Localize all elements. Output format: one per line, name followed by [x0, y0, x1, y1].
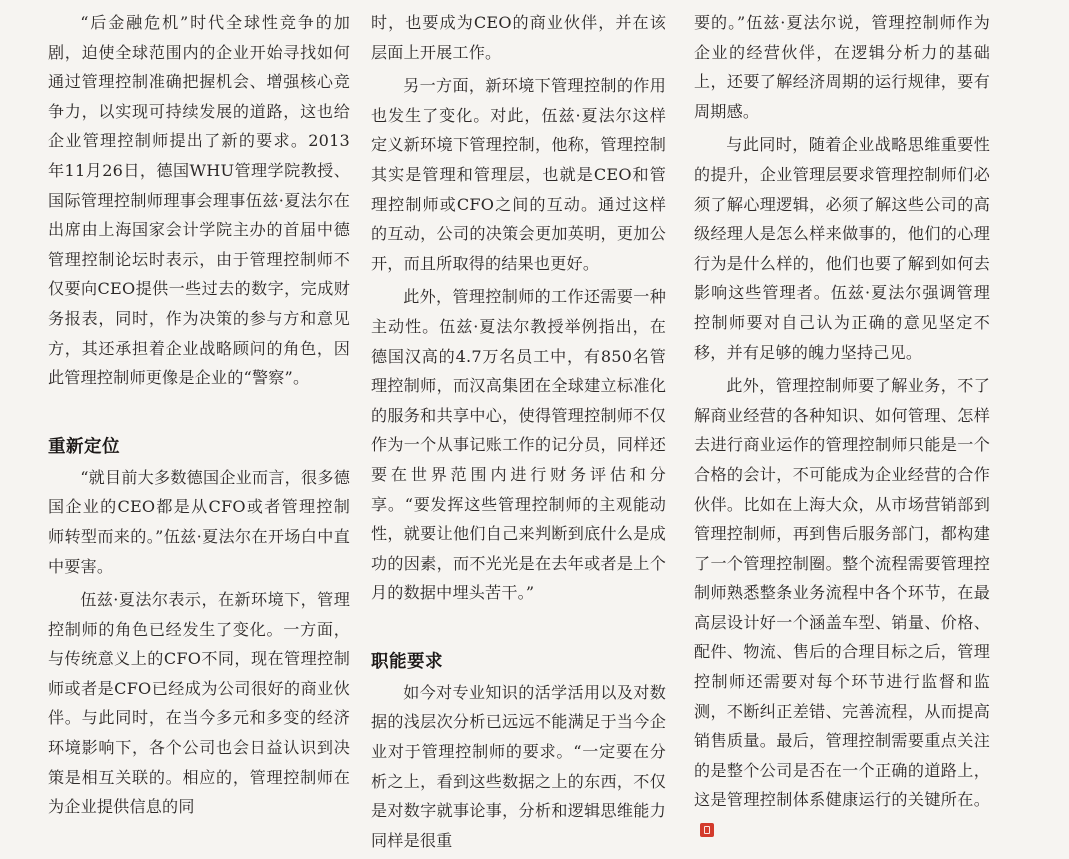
section-heading-function-requirements: 职能要求: [371, 651, 443, 672]
article-end-icon: [700, 823, 714, 837]
paragraph-continued: 时，也要成为CEO的商业伙伴，并在该层面上开展工作。: [371, 13, 666, 62]
section-heading-repositioning: 重新定位: [48, 436, 120, 457]
column-3: [694, 8, 990, 849]
paragraph: 如今对专业知识的活学活用以及对数据的浅层次分析已远远不能满足于当今企业对于管理控制师的要求。“一定要在分析之上，看到这些数据之上的东西，不仅是对数字就事论事，分析和逻辑思维能力同样是很重: [371, 682, 666, 850]
paragraph-continued: 要的。”伍兹·夏法尔说，管理控制师作为企业的经营伙伴，在逻辑分析力的基础上，还要了解经济周期的运行规律，要有周期感。: [694, 13, 990, 121]
column-1: [48, 8, 350, 826]
paragraph-text: 此外，管理控制师要了解业务，不了解商业经营的各种知识、如何管理、怎样去进行商业运作的管理控制师只能是一个合格的会计，不可能成为企业经营的合作伙伴。比如在上海大众，从市场营销部到管理控制师，再到售后服务部门，都构建了一个管理控制圈。整个流程需要管理控制师熟悉整条业务流程中各个环节，在最高层设计好一个涵盖车型、销量、价格、配件、物流、售后的合理目标之后，管理控制师还需要对每个环节进行监督和监测，不断纠正差错、完善流程，从而提高销售质量。最后，管理控制需要重点关注的是整个公司是否在一个正确的道路上，这是管理控制体系健康运行的关键所在。: [694, 376, 990, 810]
paragraph: “后金融危机”时代全球性竞争的加剧，迫使全球范围内的企业开始寻找如何通过管理控制准确把握机会、增强核心竞争力，以实现可持续发展的道路，这也给企业管理控制师提出了新的要求。2013年11月26日，德国WHU管理学院教授、国际管理控制师理事会理事伍兹·夏法尔在出席由上海国家会计学院主办的首届中德管理控制论坛时表示，由于管理控制师不仅要向CEO提供一些过去的数字，完成财务报表，同时，作为决策的参与方和意见方，其还承担着企业战略顾问的角色，因此管理控制师更像是企业的“警察”。: [48, 13, 350, 388]
paragraph: 另一方面，新环境下管理控制的作用也发生了变化。对此，伍兹·夏法尔这样定义新环境下管理控制，他称，管理控制其实是管理和管理层，也就是CEO和管理控制师或CFO之间的互动。通过这样的互动，公司的决策会更加英明，更加公开，而且所取得的结果也更好。: [371, 76, 666, 273]
paragraph: “就目前大多数德国企业而言，很多德国企业的CEO都是从CFO或者管理控制师转型而来的。”伍兹·夏法尔在开场白中直中要害。: [48, 467, 350, 576]
paragraph: 此外，管理控制师的工作还需要一种主动性。伍兹·夏法尔教授举例指出，在德国汉高的4.7万名员工中，有850名管理控制师，而汉高集团在全球建立标准化的服务和共享中心，使得管理控制师不仅作为一个从事记账工作的记分员，同样还要在世界范围内进行财务评估和分享。“要发挥这些管理控制师的主观能动性，就要让他们自己来判断到底什么是成功的因素，而不光光是在去年或者是上个月的数据中埋头苦干。”: [371, 287, 666, 603]
column-2: [371, 8, 666, 859]
paragraph: 伍兹·夏法尔表示，在新环境下，管理控制师的角色已经发生了变化。一方面，与传统意义上的CFO不同，现在管理控制师或者是CFO已经成为公司很好的商业伙伴。与此同时，在当今多元和多变的经济环境影响下，各个公司也会日益认识到决策是相互关联的。相应的，管理控制师在为企业提供信息的同: [48, 590, 350, 817]
paragraph-final: [694, 371, 990, 845]
paragraph: 与此同时，随着企业战略思维重要性的提升，企业管理层要求管理控制师们必须了解心理逻辑，必须了解这些公司的高级经理人是怎么样来做事的，他们的心理行为是什么样的，他们也要了解到如何去影响这些管理者。伍兹·夏法尔强调管理控制师要对自己认为正确的意见坚定不移，并有足够的魄力坚持己见。: [694, 135, 990, 362]
